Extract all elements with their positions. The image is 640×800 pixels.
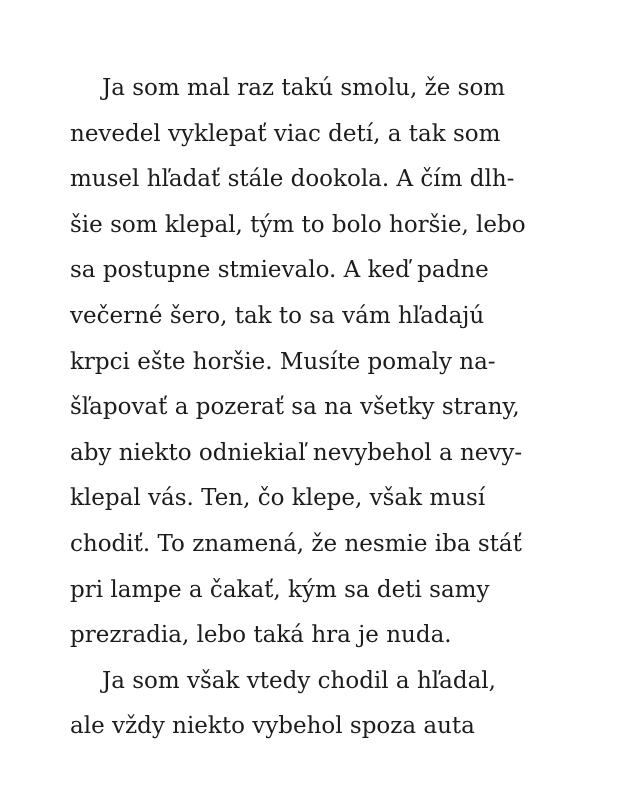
body-text (70, 66, 590, 750)
text-line: pri lampe a čakať, kým sa deti samy (70, 576, 490, 603)
text-line: ale vždy niekto vybehol spoza auta (70, 713, 475, 740)
text-line: krpci ešte horšie. Musíte pomaly na- (70, 348, 496, 375)
text-line-paragraph-1-end: prezradia, lebo taká hra je nuda. (70, 622, 452, 649)
text-line: sa postupne stmievalo. A keď padne (70, 257, 489, 284)
text-line: klepal vás. Ten, čo klepe, však musí (70, 485, 486, 512)
text-line: večerné šero, tak to sa vám hľadajú (70, 302, 485, 329)
text-line: musel hľadať stále dookola. A čím dlh- (70, 166, 515, 193)
text-line: nevedel vyklepať viac detí, a tak som (70, 120, 501, 147)
text-line: aby niekto odniekiaľ nevybehol a nevy- (70, 439, 523, 466)
text-line-paragraph-2-start: Ja som však vtedy chodil a hľadal, (102, 667, 496, 694)
text-line: šie som klepal, tým to bolo horšie, lebo (70, 211, 526, 238)
text-line-paragraph-1-start: Ja som mal raz takú smolu, že som (102, 75, 506, 101)
text-line: šľapovať a pozerať sa na všetky strany, (70, 394, 520, 421)
text-line: chodiť. To znamená, že nesmie iba stáť (70, 530, 522, 557)
